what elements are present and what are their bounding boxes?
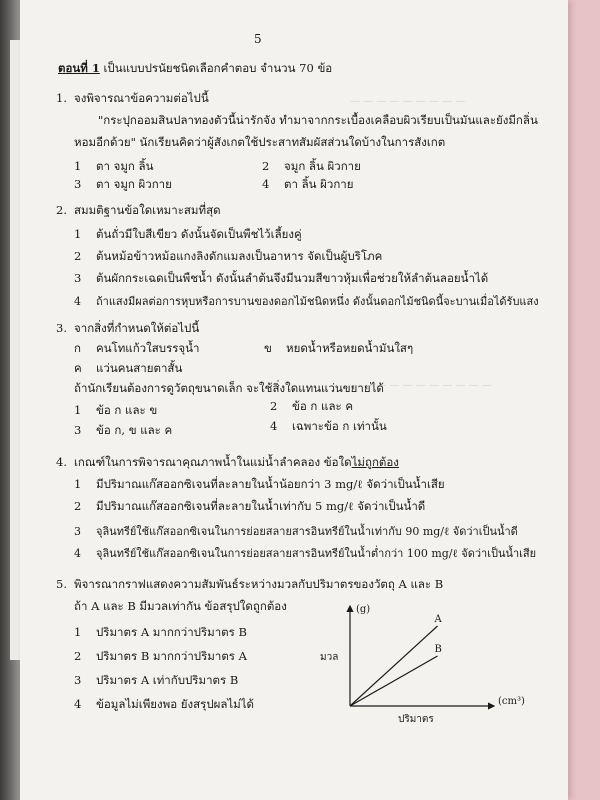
question-number: 3. (56, 321, 67, 335)
y-axis-unit: (g) (356, 604, 371, 615)
mass-volume-chart (310, 598, 540, 728)
option-3[interactable]: 3 ข้อ ก, ข และ ค (74, 423, 173, 437)
option-1[interactable]: 1 ตา จมูก ลิ้น (74, 159, 154, 173)
option-2[interactable]: 2 จมูก ลิ้น ผิวกาย (262, 159, 361, 173)
y-axis-label: มวล (320, 652, 339, 663)
question-4 (56, 454, 399, 472)
option-3[interactable]: 3 ปริมาตร A เท่ากับปริมาตร B (74, 673, 239, 687)
option-1[interactable]: 1 ปริมาตร A มากกว่าปริมาตร B (74, 625, 247, 639)
question-3 (56, 320, 199, 338)
item-kho: ข หยดน้ำหรือหยดน้ำมันใสๆ (264, 341, 414, 355)
option-4[interactable]: 4 จุลินทรีย์ใช้แก๊สออกซิเจนในการย่อยสลายสารอินทรีย์ในน้ำต่ำกว่า 100 mg/ℓ จัดว่าเป็นน้ำเสีย (74, 547, 537, 560)
question-stem: สมมติฐานข้อใดเหมาะสมที่สุด (74, 203, 221, 217)
question-number: 4. (56, 455, 67, 469)
option-2[interactable]: 2 ต้นหม้อข้าวหม้อแกงลิงดักแมลงเป็นอาหาร จัดเป็นผู้บริโภค (74, 249, 383, 263)
question-stem: พิจารณากราฟแสดงความสัมพันธ์ระหว่างมวลกับปริมาตรของวัตถุ A และ B (74, 577, 444, 591)
item-ko: ก คนโทแก้วใสบรรจุน้ำ (74, 341, 200, 355)
series-layer (350, 614, 443, 706)
question-stem: จงพิจารณาข้อความต่อไปนี้ (74, 91, 209, 105)
option-1[interactable]: 1 ข้อ ก และ ข (74, 403, 158, 417)
option-1[interactable]: 1 ต้นถั่วมีใบสีเขียว ดังนั้นจัดเป็นพืชไว้เลี้ยงคู่ (74, 227, 302, 241)
question-stem: เกณฑ์ในการพิจารณาคุณภาพน้ำในแม่น้ำลำคลอง ข้อใด (74, 455, 352, 469)
option-2[interactable]: 2 ข้อ ก และ ค (270, 399, 354, 413)
bleed-through-text: — — — — — — — — — — — (350, 380, 492, 391)
bleed-through-text: — — — — — — — — — (350, 96, 466, 107)
series-line-b (350, 656, 438, 706)
option-4[interactable]: 4 ข้อมูลไม่เพียงพอ ยังสรุปผลไม่ได้ (74, 697, 255, 711)
option-3[interactable]: 3 ตา จมูก ผิวกาย (74, 177, 172, 191)
question-1-quote-line-1: "กระปุกออมสินปลาทองตัวนี้น่ารักจัง ทำมาจากกระเบื้องเคลือบผิวเรียบเป็นมันและยังมีกลิ่น (98, 113, 538, 127)
series-line-a (350, 626, 438, 706)
option-4[interactable]: 4 ถ้าแสงมีผลต่อการหุบหรือการบานของดอกไม้ชนิดหนึ่ง ดังนั้นดอกไม้ชนิดนี้จะบานเมื่อได้รับแสง (74, 295, 539, 308)
series-label-a: A (434, 614, 442, 625)
page-number: 5 (254, 32, 262, 46)
item-kho-khwai: ค แว่นคนสายตาสั้น (74, 361, 183, 375)
question-number: 1. (56, 91, 67, 105)
option-4[interactable]: 4 ตา ลิ้น ผิวกาย (262, 177, 354, 191)
question-stem-emphasis: ไม่ถูกต้อง (351, 455, 399, 469)
question-1 (56, 90, 209, 108)
question-1-quote-line-2: หอมอีกด้วย" นักเรียนคิดว่าผู้สังเกตใช้ประสาทสัมผัสส่วนใดบ้างในการสังเกต (74, 135, 446, 149)
x-axis-unit: (cm³) (498, 696, 525, 707)
question-5 (56, 576, 443, 594)
section-label: ตอนที่ 1 (58, 61, 100, 75)
exam-page (20, 0, 568, 800)
option-2[interactable]: 2 มีปริมาณแก๊สออกซิเจนที่ละลายในน้ำเท่ากับ 5 mg/ℓ จัดว่าเป็นน้ำดี (74, 499, 426, 513)
question-3-prompt: ถ้านักเรียนต้องการดูวัตถุขนาดเล็ก จะใช้สิ่งใดแทนแว่นขยายได้ (74, 381, 384, 395)
option-3[interactable]: 3 จุลินทรีย์ใช้แก๊สออกซิเจนในการย่อยสลายสารอินทรีย์ในน้ำเท่ากับ 90 mg/ℓ จัดว่าเป็นน้ำดี (74, 525, 518, 538)
section-description: เป็นแบบปรนัยชนิดเลือกคำตอบ จำนวน 70 ข้อ (103, 61, 333, 75)
option-4[interactable]: 4 เฉพาะข้อ ก เท่านั้น (270, 419, 387, 433)
question-number: 5. (56, 577, 67, 591)
option-2[interactable]: 2 ปริมาตร B มากกว่าปริมาตร A (74, 649, 247, 663)
section-header (58, 60, 332, 78)
series-label-b: B (434, 644, 442, 655)
question-stem: จากสิ่งที่กำหนดให้ต่อไปนี้ (74, 321, 200, 335)
question-number: 2. (56, 203, 67, 217)
option-3[interactable]: 3 ต้นผักกระเฉดเป็นพืชน้ำ ดังนั้นลำต้นจึงมีนวมสีขาวหุ้มเพื่อช่วยให้ลำต้นลอยน้ำได้ (74, 271, 489, 285)
question-5-prompt: ถ้า A และ B มีมวลเท่ากัน ข้อสรุปใดถูกต้อง (74, 599, 287, 613)
x-axis-label: ปริมาตร (398, 714, 434, 725)
option-1[interactable]: 1 มีปริมาณแก๊สออกซิเจนที่ละลายในน้ำน้อยกว่า 3 mg/ℓ จัดว่าเป็นน้ำเสีย (74, 477, 445, 491)
chart-svg (310, 598, 540, 728)
question-2 (56, 202, 221, 220)
